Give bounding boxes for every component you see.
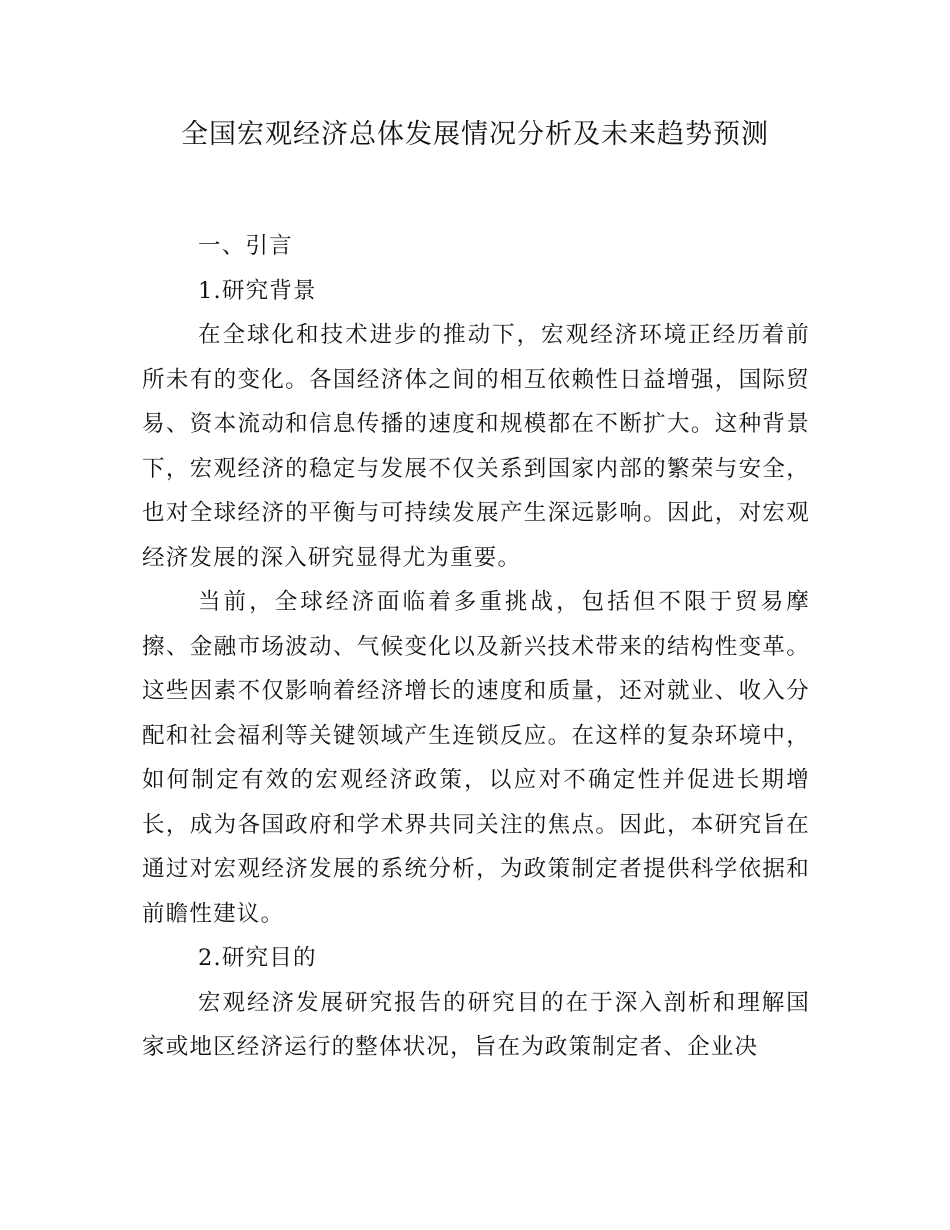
document-title: 全国宏观经济总体发展情况分析及未来趋势预测 bbox=[181, 119, 769, 150]
paragraph-purpose-1: 宏观经济发展研究报告的研究目的在于深入剖析和理解国家或地区经济运行的整体状况，旨在为政策制定者、企业决 bbox=[142, 989, 810, 1060]
paragraph-background-2: 当前，全球经济面临着多重挑战，包括但不限于贸易摩擦、金融市场波动、气候变化以及新兴技术带来的结构性变革。这些因素不仅影响着经济增长的速度和质量，还对就业、收入分配和社会福利等关键领域产生连锁反应。在这样的复杂环境中，如何制定有效的宏观经济政策，以应对不确定性并促进长期增长，成为各国政府和学术界共同关注的焦点。因此，本研究旨在通过对宏观经济发展的系统分析，为政策制定者提供科学依据和前瞻性建议。 bbox=[142, 589, 810, 927]
section-heading-introduction: 一、引言 bbox=[198, 233, 293, 259]
paragraph-background-1: 在全球化和技术进步的推动下，宏观经济环境正经历着前所未有的变化。各国经济体之间的相互依赖性日益增强，国际贸易、资本流动和信息传播的速度和规模都在不断扩大。这种背景下，宏观经济的稳定与发展不仅关系到国家内部的繁荣与安全，也对全球经济的平衡与可持续发展产生深远影响。因此，对宏观经济发展的深入研究显得尤为重要。 bbox=[142, 322, 810, 571]
document-body bbox=[142, 224, 810, 1070]
subsection-heading-purpose: 2.研究目的 bbox=[198, 945, 317, 971]
subsection-heading-background: 1.研究背景 bbox=[198, 277, 317, 304]
